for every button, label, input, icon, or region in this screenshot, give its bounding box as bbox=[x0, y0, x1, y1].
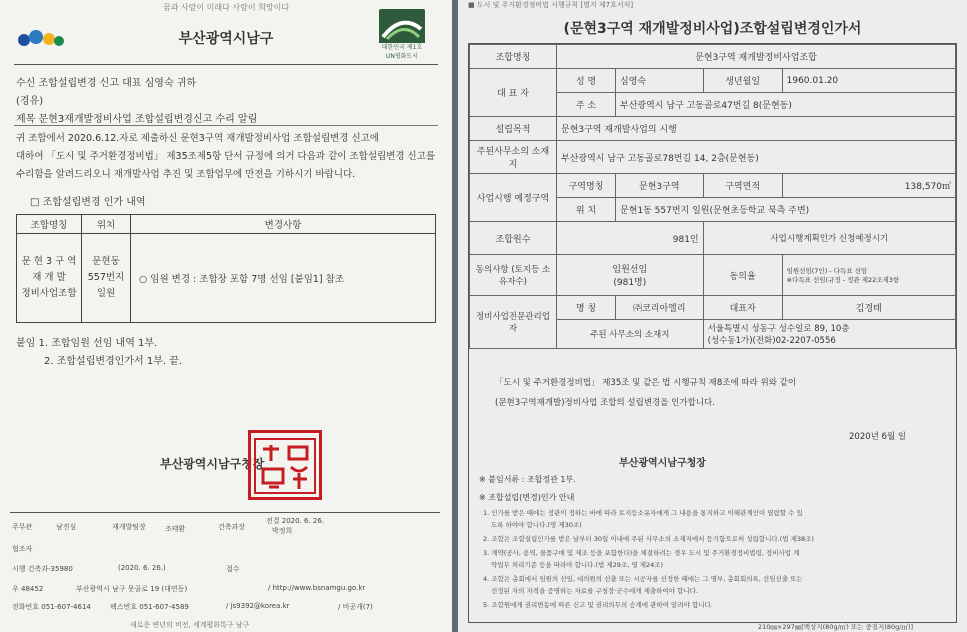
value-firm-name: ㈜코리아엘리 bbox=[616, 296, 704, 320]
footer-receipt: 접수 bbox=[226, 565, 240, 573]
table-row bbox=[470, 45, 956, 69]
footer-role: 재개발팀장 bbox=[112, 523, 146, 531]
guide-title: ※ 조합설립(변경)인가 안내 bbox=[479, 493, 575, 502]
label-union-name: 조합명칭 bbox=[470, 45, 557, 69]
agree-line: ※다득표 선임(규정 - 정관 제22조제3항 bbox=[786, 276, 900, 284]
certificate-box bbox=[468, 43, 957, 623]
notice-letter bbox=[0, 0, 452, 632]
label-purpose: 설립목적 bbox=[470, 117, 557, 141]
value-dob: 1960.01.20 bbox=[782, 69, 955, 93]
value-location: 문현1동 557번지 일원(문현초등학교 북측 주변) bbox=[616, 198, 956, 222]
label-agreement-rate: 동의율 bbox=[703, 255, 782, 296]
footer-zipcode: 우 48452 bbox=[12, 585, 44, 593]
recipient-line: 수신 조합설립변경 신고 대표 심영숙 귀하 bbox=[16, 78, 197, 89]
seal-stamp-icon bbox=[253, 437, 317, 495]
value-zone-name: 문현3구역 bbox=[616, 174, 704, 198]
attachment-line: 2. 조합설립변경인가서 1부. 끝. bbox=[44, 356, 183, 367]
value-consent bbox=[557, 255, 704, 296]
label-firm-name: 명 칭 bbox=[557, 296, 616, 320]
guide-item: 2. 조합은 조합설립인가를 받은 날부터 30일 이내에 주된 사무소의 소재지에서 등기함으로써 성립합니다.(법 제38조) bbox=[483, 535, 814, 543]
label-representative: 대 표 자 bbox=[470, 69, 557, 117]
official-seal bbox=[248, 430, 322, 500]
document-footer bbox=[0, 512, 452, 632]
address-line: 서울특별시 성동구 성수일로 89, 10층 bbox=[707, 324, 850, 334]
section-heading: □ 조합설립변경 인가 내역 bbox=[30, 197, 146, 208]
label-dob: 생년월일 bbox=[703, 69, 782, 93]
un-peace-city-logo bbox=[379, 9, 425, 61]
footer-enforce-date: (2020. 6. 26.) bbox=[118, 564, 166, 572]
footer-enforcement: 시행 건축과-35980 bbox=[12, 565, 73, 573]
label-consent: 동의사항 (토지등 소유자수) bbox=[470, 255, 557, 296]
cell-union-name bbox=[17, 234, 82, 323]
guide-item: 선정된 자의 자격을 증명하는 자료를 구청장·군수에게 제출하여야 합니다. bbox=[491, 587, 698, 595]
label-plan-period: 사업시행계획인가 신청예정시기 bbox=[703, 222, 955, 255]
guide-item: 도록 하여야 합니다.(영 제30조) bbox=[491, 521, 582, 529]
value-name: 심영숙 bbox=[616, 69, 704, 93]
value-purpose: 문현3구역 재개발사업의 시행 bbox=[557, 117, 956, 141]
footer-role: 주무관 bbox=[12, 523, 33, 531]
header-union-name: 조합명칭 bbox=[17, 215, 82, 234]
form-header: ■ 도시 및 주거환경정비법 시행규칙 [별지 제7호서식] bbox=[468, 1, 634, 9]
value-firm-rep: 김경태 bbox=[782, 296, 955, 320]
peace-city-icon bbox=[379, 9, 425, 43]
divider bbox=[14, 125, 438, 126]
table-row bbox=[470, 174, 956, 198]
footer-name: 남진심 bbox=[56, 523, 77, 531]
cell-text: 재 개 발 bbox=[32, 272, 66, 283]
value-address: 부산광역시 남구 고동골로47번길 8(문현동) bbox=[616, 93, 956, 117]
certificate-table bbox=[469, 44, 956, 349]
table-row bbox=[470, 296, 956, 320]
cell-text: 정비사업조합 bbox=[21, 288, 77, 299]
body-text: 수리함을 알려드리오니 재개발사업 추진 및 조합업무에 만전을 기하시기 바랍니다. bbox=[16, 169, 356, 180]
org-title: 부산광역시남구 bbox=[178, 31, 274, 47]
cell-text: 문 현 3 구 역 bbox=[21, 256, 77, 267]
table-row bbox=[17, 234, 436, 323]
divider bbox=[14, 64, 438, 65]
label-project-area: 사업시행 예정구역 bbox=[470, 174, 557, 222]
label-office: 주된사무소의 소재지 bbox=[470, 141, 557, 174]
header-location: 위치 bbox=[82, 215, 131, 234]
footer-address: 부산광역시 남구 못골로 19 (대연동) bbox=[76, 585, 188, 593]
footer-disclosure: / 비공개(7) bbox=[338, 603, 373, 611]
guide-item: 5. 조합원에게 권리변동에 따른 신고 및 권리의무의 승계에 관하여 알려야 합니다. bbox=[483, 601, 713, 609]
value-firm-address bbox=[703, 320, 955, 349]
table-row bbox=[470, 117, 956, 141]
slogan: 꿈과 사람이 미래다 사람이 희망이다 bbox=[162, 3, 290, 12]
address-line: (성수동1가)(전화)02-2207-0556 bbox=[707, 336, 836, 346]
footer-fax: 팩스번호 051-607-4589 bbox=[110, 603, 189, 611]
value-agreement-rate bbox=[782, 255, 955, 296]
divider bbox=[10, 512, 440, 513]
table-header-row bbox=[17, 215, 436, 234]
guide-item: 4. 조합은 총회에서 임원의 선임, 대의원의 선출 또는 시공자를 선정한 때에는 그 명부, 총회회의록, 선임선출 또는 bbox=[483, 575, 803, 583]
label-zone-area: 구역면적 bbox=[703, 174, 782, 198]
logo-caption: 대한민국 제1호 UN평화도시 bbox=[379, 43, 425, 61]
table-row bbox=[470, 141, 956, 174]
paper-spec: 210㎜×297㎜[백상지(80g/㎡) 또는 중질지(80g/㎡)] bbox=[758, 623, 914, 631]
footer-name: 박정희 bbox=[272, 527, 293, 535]
value-zone-area: 138,570㎡ bbox=[782, 174, 955, 198]
cell-text: 일원 bbox=[96, 288, 116, 299]
footer-phone: 전화번호 051-607-4614 bbox=[12, 603, 91, 611]
approval-certificate bbox=[458, 0, 967, 632]
body-text: 귀 조합에서 2020.6.12.자로 제출하신 문현3구역 재개발정비사업 조합설립변경 신고에 bbox=[16, 133, 380, 144]
subject-line: 제목 문현3재개발정비사업 조합설립변경신고 수리 알림 bbox=[16, 114, 258, 125]
footer-motto: 새로운 변년의 비전, 세계평화특구 남구 bbox=[130, 621, 250, 629]
label-name: 성 명 bbox=[557, 69, 616, 93]
footer-cooperator: 협조자 bbox=[12, 545, 33, 553]
body-text: 대하여 「도시 및 주거환경정비법」 제35조제5항 단서 규정에 의거 다음과 같이 조합설립변경 신고를 bbox=[16, 151, 436, 162]
certificate-title: (문현3구역 재개발정비사업)조합설립변경인가서 bbox=[563, 21, 862, 37]
attachment-line: 붙임 1. 조합임원 선임 내역 1부. bbox=[16, 338, 158, 349]
sender-name: 부산광역시남구청장 bbox=[160, 457, 265, 471]
footer-website[interactable]: / http://www.bsnamgu.go.kr bbox=[268, 584, 366, 592]
header-change: 변경사항 bbox=[131, 215, 436, 234]
guide-item: 3. 계약(공사, 용역, 물품구매 및 제조 등을 포함한다)을 체결하려는 경우 도시 및 주거환경정비법령, 정비사업 계 bbox=[483, 549, 800, 557]
approval-table bbox=[16, 214, 436, 323]
footer-approval-date: 전결 2020. 6. 26. bbox=[266, 517, 325, 525]
table-row bbox=[470, 255, 956, 296]
label-firm-rep: 대표자 bbox=[703, 296, 782, 320]
table-row bbox=[470, 69, 956, 93]
value-union-name: 문현3구역 재개발정비사업조합 bbox=[557, 45, 956, 69]
value-office: 부산광역시 남구 고동골로78번길 14, 2층(문현동) bbox=[557, 141, 956, 174]
cell-text: 문현동 bbox=[92, 256, 120, 267]
table-row bbox=[470, 222, 956, 255]
label-firm-address: 주된 사무소의 소재지 bbox=[557, 320, 704, 349]
value-members: 981인 bbox=[557, 222, 704, 255]
footer-role: 건축과장 bbox=[218, 523, 246, 531]
footer-name: 조태환 bbox=[165, 525, 186, 533]
guide-item: 약업무 처리기준 등을 따라야 합니다.(법 제29조, 영 제24조) bbox=[491, 561, 664, 569]
agree-line: 임원선임(7인) - 다득표 선임 bbox=[786, 267, 868, 275]
consent-type: 임원선임 bbox=[612, 265, 648, 275]
label-location: 위 치 bbox=[557, 198, 616, 222]
label-members: 조합원수 bbox=[470, 222, 557, 255]
via-line: (경유) bbox=[16, 96, 44, 107]
attachment-note: ※ 붙임서류 : 조합정관 1부. bbox=[479, 475, 576, 484]
cell-text: 557번지 bbox=[87, 272, 125, 283]
cell-change: ○ 임원 변경 : 조합장 포함 7명 선임 [붙임1] 참조 bbox=[131, 234, 436, 323]
label-management-firm: 정비사업전문관리업자 bbox=[470, 296, 557, 349]
statement-line: (문현3구역재개발)정비사업 조합의 설립변경을 인가합니다. bbox=[495, 398, 715, 408]
cell-location bbox=[82, 234, 131, 323]
issuer-name: 부산광역시남구청장 bbox=[619, 458, 706, 469]
guide-item: 1. 인가를 받은 때에는 정관이 정하는 바에 따라 토지등소유자에게 그 내용을 통지하고 이해관계인이 열람할 수 있 bbox=[483, 509, 803, 517]
consent-count: (981명) bbox=[613, 278, 647, 288]
issue-date: 2020년 6월 일 bbox=[849, 432, 907, 442]
label-zone-name: 구역명칭 bbox=[557, 174, 616, 198]
statement-line: 「도시 및 주거환경정비법」 제35조 및 같은 법 시행규칙 제8조에 따라 위와 같이 bbox=[495, 378, 797, 388]
label-address: 주 소 bbox=[557, 93, 616, 117]
footer-email[interactable]: / js9392@korea.kr bbox=[226, 602, 290, 610]
